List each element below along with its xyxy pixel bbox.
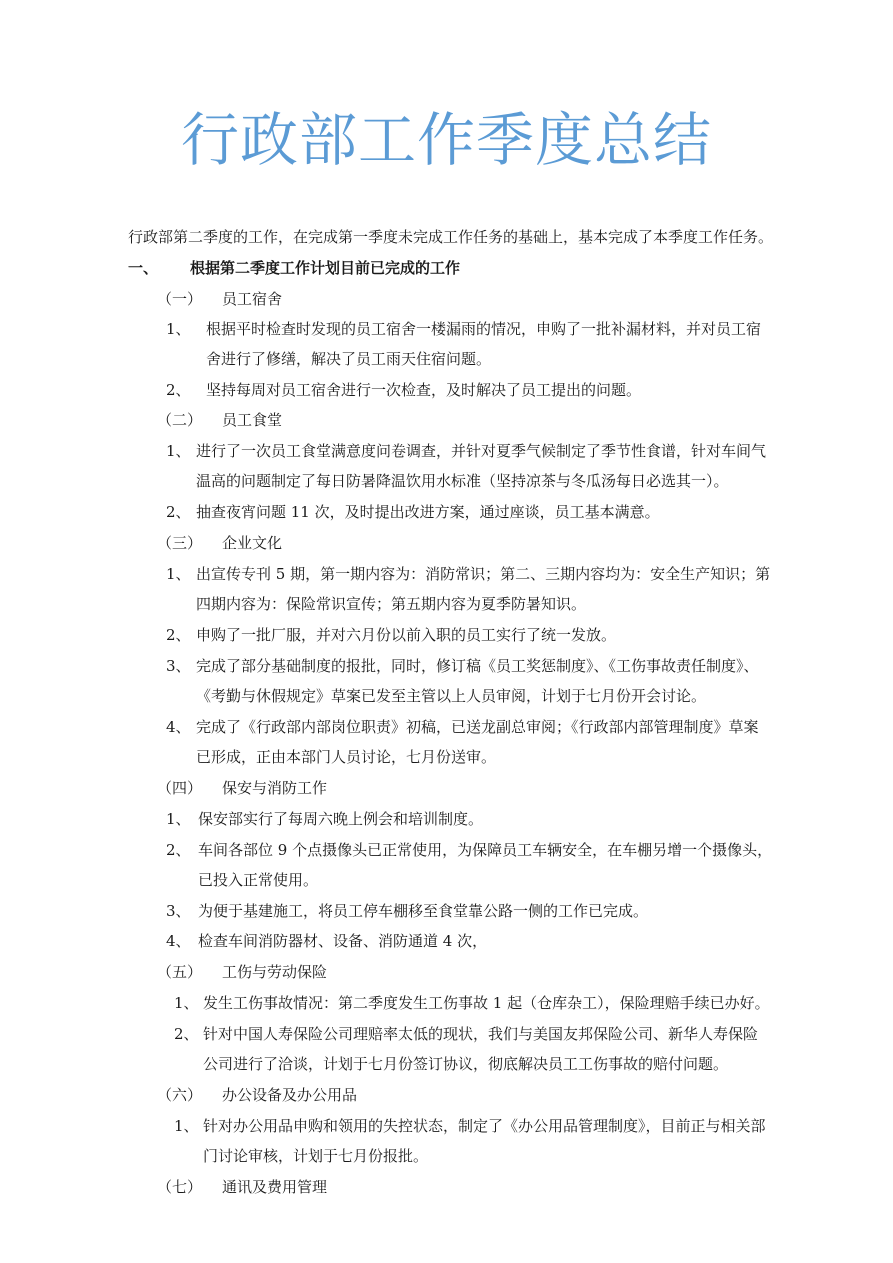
document-title: 行政部工作季度总结 [180,106,712,174]
list-item-number: 3、 [166,902,191,920]
list-item-text: 抽查夜宵问题 11 次，及时提出改进方案，通过座谈，员工基本满意。 [196,503,660,521]
list-item-text: 申购了一批厂服，并对六月份以前入职的员工实行了统一发放。 [196,626,617,644]
list-item-number: 4、 [166,718,191,736]
list-item-text: 舍进行了修缮，解决了员工雨天住宿问题。 [206,350,492,368]
subsection-number: （五） [157,963,203,981]
list-item-text: 针对中国人寿保险公司理赔率太低的现状，我们与美国友邦保险公司、新华人寿保险 [203,1025,759,1043]
list-item-number: 3、 [166,657,191,675]
subsection-heading: 通讯及费用管理 [222,1178,328,1196]
list-item-text: 坚持每周对员工宿舍进行一次检查，及时解决了员工提出的问题。 [206,381,642,399]
list-item-text: 已投入正常使用。 [198,871,319,889]
subsection-number: （一） [157,290,203,308]
list-item-text: 完成了部分基础制度的报批，同时，修订稿《员工奖惩制度》、《工伤事故责任制度》、 [196,657,759,675]
list-item-number: 2、 [174,1025,199,1043]
list-item-text: 检查车间消防器材、设备、消防通道 4 次， [198,932,488,950]
list-item-text: 四期内容为：保险常识宣传；第五期内容为夏季防暑知识。 [196,595,587,613]
list-item-number: 4、 [166,932,191,950]
list-item-text: 完成了《行政部内部岗位职责》初稿，已送龙副总审阅；《行政部内部管理制度》草案 [196,718,759,736]
subsection-heading: 员工食堂 [222,411,283,429]
subsection-number: （七） [157,1178,203,1196]
list-item-text: 已形成，正由本部门人员讨论，七月份送审。 [196,748,497,766]
list-item-number: 1、 [166,442,191,460]
list-item-text: 发生工伤事故情况：第二季度发生工伤事故 1 起（仓库杂工），保险理赔手续已办好。 [203,994,770,1012]
subsection-heading: 员工宿舍 [222,290,283,308]
list-item-number: 1、 [174,1117,199,1135]
list-item-text: 温高的问题制定了每日防暑降温饮用水标准（坚持凉茶与冬瓜汤每日必选其一）。 [196,472,729,490]
list-item-text: 进行了一次员工食堂满意度问卷调查，并针对夏季气候制定了季节性食谱，针对车间气 [196,442,767,460]
list-item-text: 为便于基建施工，将员工停车棚移至食堂靠公路一侧的工作已完成。 [198,902,649,920]
subsection-heading: 保安与消防工作 [222,779,328,797]
subsection-heading: 工伤与劳动保险 [222,963,328,981]
list-item-text: 根据平时检查时发现的员工宿舍一楼漏雨的情况，申购了一批补漏材料，并对员工宿 [206,320,762,338]
list-item-text: 出宣传专刊 5 期，第一期内容为：消防常识；第二、三期内容均为：安全生产知识；第 [196,565,771,583]
list-item-number: 1、 [166,810,191,828]
list-item-number: 1、 [166,320,191,338]
list-item-text: 针对办公用品申购和领用的失控状态，制定了《办公用品管理制度》，目前正与相关部 [203,1117,766,1135]
list-item-text: 保安部实行了每周六晚上例会和培训制度。 [198,810,484,828]
list-item-text: 车间各部位 9 个点摄像头已正常使用，为保障员工车辆安全，在车棚另增一个摄像头， [198,841,773,859]
list-item-number: 2、 [166,841,191,859]
subsection-number: （二） [157,411,203,429]
list-item-text: 《考勤与休假规定》草案已发至主管以上人员审阅，计划于七月份开会讨论。 [196,687,707,705]
list-item-number: 2、 [166,381,191,399]
subsection-heading: 办公设备及办公用品 [222,1086,358,1104]
list-item-number: 1、 [166,565,191,583]
list-item-number: 2、 [166,503,191,521]
section-1-number: 一、 [128,259,159,277]
subsection-number: （四） [157,779,203,797]
subsection-number: （三） [157,534,203,552]
intro-paragraph: 行政部第二季度的工作，在完成第一季度未完成工作任务的基础上，基本完成了本季度工作任务。 [128,228,774,246]
section-1-heading: 根据第二季度工作计划目前已完成的工作 [190,259,461,277]
subsection-heading: 企业文化 [222,534,283,552]
list-item-number: 1、 [174,994,199,1012]
list-item-text: 公司进行了洽谈，计划于七月份签订协议，彻底解决员工工伤事故的赔付问题。 [203,1055,729,1073]
list-item-number: 2、 [166,626,191,644]
list-item-text: 门讨论审核，计划于七月份报批。 [203,1147,429,1165]
subsection-number: （六） [157,1086,203,1104]
